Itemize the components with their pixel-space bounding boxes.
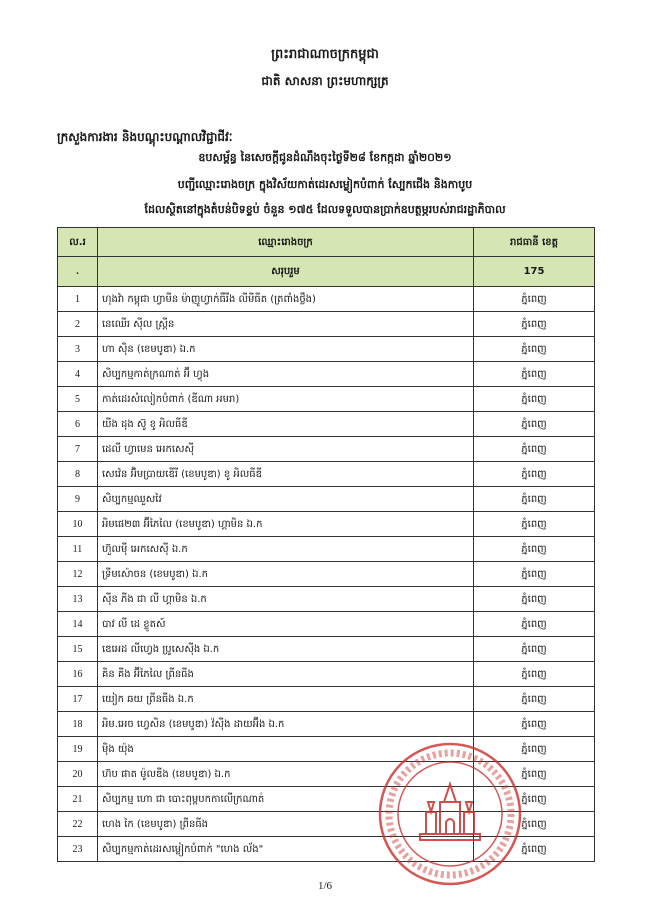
table-row <box>58 562 595 587</box>
province-name: ភ្នំពេញ <box>474 737 595 762</box>
province-name: ភ្នំពេញ <box>474 337 595 362</box>
row-number: 21 <box>58 787 98 812</box>
factory-name: កាត់ដេរសំលៀកបំពាក់ (ឌីណា អមរា) <box>98 387 474 412</box>
factory-name: ហេង កៃ (ខេមបូឌា) ព្រីនធីង <box>98 812 474 837</box>
table-row <box>58 537 595 562</box>
province-name: ភ្នំពេញ <box>474 587 595 612</box>
row-number: 20 <box>58 762 98 787</box>
ministry-name: ក្រសួងការងារ និងបណ្តុះបណ្តាលវិជ្ជាជីវៈ <box>57 130 233 144</box>
factory-name: យីង ដុង ស៊ូ ខូ អិលធីឌី <box>98 412 474 437</box>
factory-name: ហ៊ប ផាត ម៉ូលឌីង (ខេមបូឌា) ឯ.ក <box>98 762 474 787</box>
factory-name: ហុងវ៉ា កម្ពុជា ហ្វាមីន ម៉ាញូហ្វាក់ធឺរីង លីមីធីត (ត្រពាំងថ្លឹង) <box>98 287 474 312</box>
factory-name: សិប្បកម្មកាត់ក្រណាត់ អ៊ី ហ្វុង <box>98 362 474 387</box>
row-number: 8 <box>58 462 98 487</box>
kingdom-title: ព្រះរាជាណាចក្រកម្ពុជា <box>271 47 379 62</box>
factory-name: បាវ លី ដេ ខ្លូតស៍ <box>98 612 474 637</box>
province-name: ភ្នំពេញ <box>474 387 595 412</box>
factory-name: ហ៊ួលម៉ី អេកសេស៊ី ឯ.ក <box>98 537 474 562</box>
row-number: 13 <box>58 587 98 612</box>
row-number: 11 <box>58 537 98 562</box>
row-number: 1 <box>58 287 98 312</box>
row-number: 14 <box>58 612 98 637</box>
table-row <box>58 587 595 612</box>
province-name: ភ្នំពេញ <box>474 787 595 812</box>
row-number: 18 <box>58 712 98 737</box>
row-number: 5 <box>58 387 98 412</box>
province-name: ភ្នំពេញ <box>474 362 595 387</box>
table-row <box>58 687 595 712</box>
province-name: ភ្នំពេញ <box>474 312 595 337</box>
row-number: 6 <box>58 412 98 437</box>
factory-name: នេឈើរ ស៊ីល ស្ត្រីន <box>98 312 474 337</box>
factory-name: អិមផេ២៣ អ៊ីភៃលៃ (ខេមបូឌា) ហ្គាមិន ឯ.ក <box>98 512 474 537</box>
lockdown-subtitle: ដែលស្ថិតនៅក្នុងតំបន់បិទខ្ទប់ ចំនួន ១៧៥ ដែលទទួលបានប្រាក់ឧបត្ថម្ភរបស់រាជរដ្ឋាភិបាល <box>144 203 506 216</box>
row-number: 15 <box>58 637 98 662</box>
factory-name: ទ្រីមស៉ោចន (ខេមបូឌា) ឯ.ក <box>98 562 474 587</box>
factory-name: សេវ៉េន អ៊ិមប្រាយឌើរី (ខេមបូឌា) ខូ អិលធីឌី <box>98 462 474 487</box>
province-name: ភ្នំពេញ <box>474 512 595 537</box>
page-number: 1/6 <box>317 880 333 892</box>
ministry-seal-icon <box>376 740 524 888</box>
row-number: 9 <box>58 487 98 512</box>
table-row <box>58 287 595 312</box>
factory-name: សិប្បកម្ម ហោ ជា បោះពុម្ពបកកាលើក្រណាត់ <box>98 787 474 812</box>
row-number: 17 <box>58 687 98 712</box>
province-name: ភ្នំពេញ <box>474 562 595 587</box>
factory-name: សិប្បកម្មឈួសវៃ <box>98 487 474 512</box>
table-row <box>58 612 595 637</box>
annex-subtitle: ឧបសម្ព័ន្ធ នៃសេចក្តីជូនដំណឹងចុះថ្ងៃទី២៨ ខែកក្កដា ឆ្នាំ២០២១ <box>198 151 452 164</box>
province-name: ភ្នំពេញ <box>474 712 595 737</box>
province-name: ភ្នំពេញ <box>474 687 595 712</box>
row-number: 2 <box>58 312 98 337</box>
row-number: 7 <box>58 437 98 462</box>
total-label: សរុបរួម <box>98 257 474 287</box>
factory-name: ហា ស៊ិន (ខេមបូឌា) ឯ.ក <box>98 337 474 362</box>
province-name: ភ្នំពេញ <box>474 837 595 862</box>
province-name: ភ្នំពេញ <box>474 762 595 787</box>
row-number: 22 <box>58 812 98 837</box>
row-number: 19 <box>58 737 98 762</box>
total-row <box>58 257 595 287</box>
province-name: ភ្នំពេញ <box>474 412 595 437</box>
header-number: ល.រ <box>58 228 98 257</box>
province-name: ភ្នំពេញ <box>474 462 595 487</box>
table-row <box>58 337 595 362</box>
table-row <box>58 662 595 687</box>
factory-name: ដេលី ហ្វាមេន អេកសេស៊ី <box>98 437 474 462</box>
province-name: ភ្នំពេញ <box>474 612 595 637</box>
factory-name: ស៊ីន ភីង ជា លី ហ្គាមិន ឯ.ក <box>98 587 474 612</box>
factory-name: យៀក ឆយ ព្រីនធីង ឯ.ក <box>98 687 474 712</box>
table-row <box>58 437 595 462</box>
factory-name: អិម.អេច ហ្វេសិន (ខេមបូឌា) វ៉ស៊ីង ដាយអ៊ីង ឯ.ក <box>98 712 474 737</box>
table-row <box>58 412 595 437</box>
table-row <box>58 637 595 662</box>
table-row <box>58 712 595 737</box>
factory-name: គិន គីង អ៊ីភៃលៃ ព្រីនធីង <box>98 662 474 687</box>
province-name: ភ្នំពេញ <box>474 437 595 462</box>
table-row <box>58 312 595 337</box>
province-name: ភ្នំពេញ <box>474 287 595 312</box>
province-name: ភ្នំពេញ <box>474 537 595 562</box>
factory-name: សិប្បកម្មកាត់ដេរសម្លៀកបំពាក់ "ហេង ល័ង" <box>98 837 474 862</box>
table-row <box>58 462 595 487</box>
total-marker: . <box>58 257 98 287</box>
row-number: 16 <box>58 662 98 687</box>
row-number: 10 <box>58 512 98 537</box>
row-number: 4 <box>58 362 98 387</box>
table-header-row <box>58 228 595 257</box>
table-row <box>58 387 595 412</box>
table-row <box>58 487 595 512</box>
row-number: 3 <box>58 337 98 362</box>
header-province: រាជធានី ខេត្ត <box>474 228 595 257</box>
province-name: ភ្នំពេញ <box>474 637 595 662</box>
province-name: ភ្នំពេញ <box>474 812 595 837</box>
national-motto: ជាតិ សាសនា ព្រះមហាក្សត្រ <box>261 74 389 88</box>
table-row <box>58 512 595 537</box>
factory-name: ឌេអេដ លីហ្វេង ប្រូសេស៊ីង ឯ.ក <box>98 637 474 662</box>
row-number: 23 <box>58 837 98 862</box>
province-name: ភ្នំពេញ <box>474 662 595 687</box>
header-factory-name: ឈ្មោះរោងចក្រ <box>98 228 474 257</box>
table-row <box>58 362 595 387</box>
province-name: ភ្នំពេញ <box>474 487 595 512</box>
factory-name: ម៉ិង យ៉ុង <box>98 737 474 762</box>
total-value: 175 <box>474 257 595 287</box>
row-number: 12 <box>58 562 98 587</box>
list-subtitle: បញ្ជីឈ្មោះរោងចក្រ ក្នុងវិស័យកាត់ដេរសម្លៀកបំពាក់ ស្បែកជើង និងកាបូប <box>177 178 473 191</box>
